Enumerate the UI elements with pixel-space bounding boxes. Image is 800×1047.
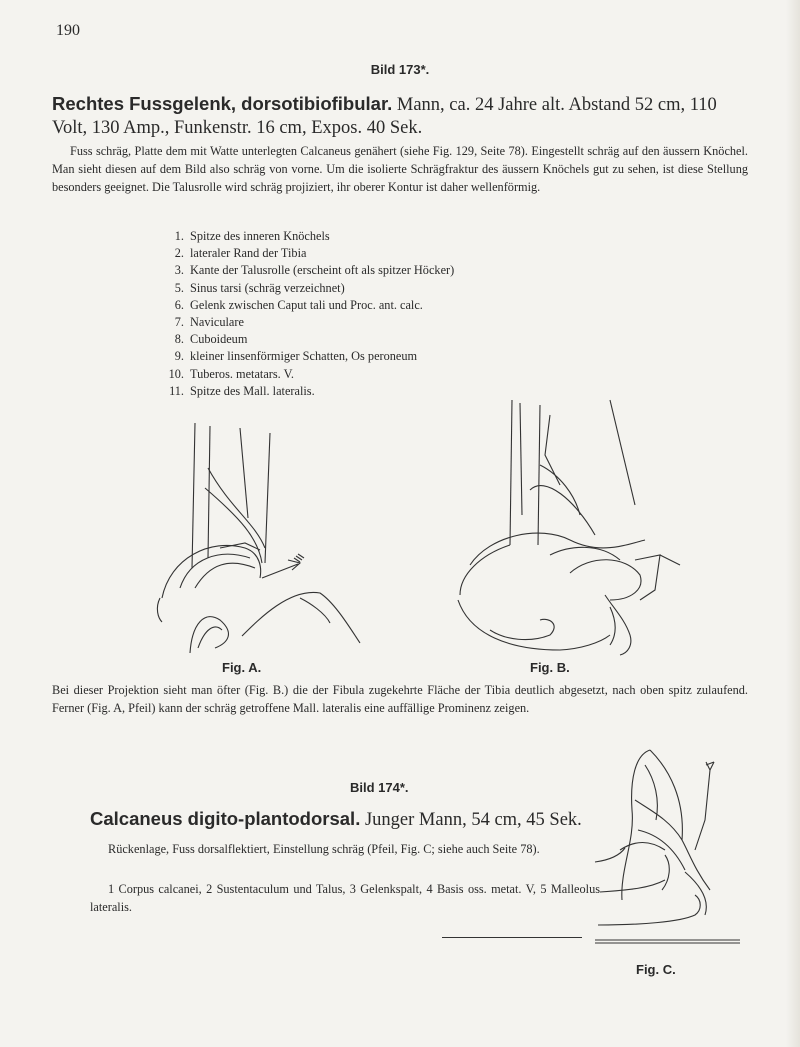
bild-173-paragraph-2: Bei dieser Projektion sieht man öfter (Fig. B.) die der Fibula zugekehrte Fläche der Tibia deutlich abgesetzt, nach oben spitz zulaufend. Ferner (Fig. A, Pfeil) kann der schräg getroffene Mall. lateralis eine auffällige Prominenz zeigen.: [52, 683, 748, 715]
bild-174-title-bold: Calcaneus digito-plantodorsal.: [90, 808, 361, 829]
bild-173-title-rest: Mann, ca. 24 Jahre alt. Abstand 52 cm, 110 Volt, 130 Amp., Funkenstr. 16 cm, Expos. 40 Sek.: [52, 95, 717, 138]
legend-item: 8. Cuboideum: [174, 332, 248, 347]
legend-item: 11. Spitze des Mall. lateralis.: [169, 383, 315, 398]
page-edge-shadow: [786, 0, 800, 1047]
legend-item: 10. Tuberos. metatars. V.: [168, 366, 294, 381]
page-number: 190: [56, 22, 80, 39]
legend-item: 3. Kante der Talusrolle (erscheint oft als spitzer Höcker): [174, 263, 455, 278]
fig-a-drawing: [150, 398, 380, 658]
bild-174-title-rest: Junger Mann, 54 cm, 45 Sek.: [360, 810, 582, 830]
bild-174-paragraph-1: Rückenlage, Fuss dorsalflektiert, Einstellung schräg (Pfeil, Fig. C; siehe auch Seite 78).: [108, 842, 540, 856]
bild-173-legend: [160, 228, 454, 400]
bild-174-paragraph-2: 1 Corpus calcanei, 2 Sustentaculum und Talus, 3 Gelenkspalt, 4 Basis oss. metat. V, 5 Malleolus lateralis.: [90, 882, 600, 914]
fig-b-drawing: [450, 395, 690, 657]
legend-item: 1. Spitze des inneren Knöchels: [174, 229, 330, 243]
fig-c-drawing: [590, 740, 740, 955]
legend-item: 9. kleiner linsenförmiger Schatten, Os peroneum: [174, 349, 418, 364]
bild-174-title: [90, 808, 582, 831]
fig-b-label: Fig. B.: [530, 660, 570, 675]
fig-c-label: Fig. C.: [636, 962, 676, 977]
legend-item: 7. Naviculare: [174, 315, 244, 330]
bild-173-caption: Bild 173*.: [370, 62, 430, 77]
bild-174-caption: Bild 174*.: [350, 780, 409, 795]
fig-a-label: Fig. A.: [222, 660, 262, 675]
bild-173-paragraph-1: Fuss schräg, Platte dem mit Watte unterlegten Calcaneus genähert (siehe Fig. 129, Seite 78). Eingestellt schräg auf den äussern Knöchel. Man sieht diesen auf dem Bild also schräg von vorne. Um die isolierte Schrägfraktur des äussern Knöchels gut zu sehen, ist diese Stellung besonders geeignet. Die Talusrolle wird schräg projiziert, ihr oberer Kontur ist daher wellenförmig.: [52, 144, 748, 194]
bild-173-title: [52, 92, 752, 140]
legend-item: 5. Sinus tarsi (schräg verzeichnet): [174, 280, 345, 295]
legend-item: 2. lateraler Rand der Tibia: [174, 246, 307, 261]
legend-item: 6. Gelenk zwischen Caput tali und Proc. ant. calc.: [174, 297, 423, 312]
bild-173-title-bold: Rechtes Fussgelenk, dorsotibiofibular.: [52, 93, 393, 114]
separator-rule: [442, 937, 582, 938]
